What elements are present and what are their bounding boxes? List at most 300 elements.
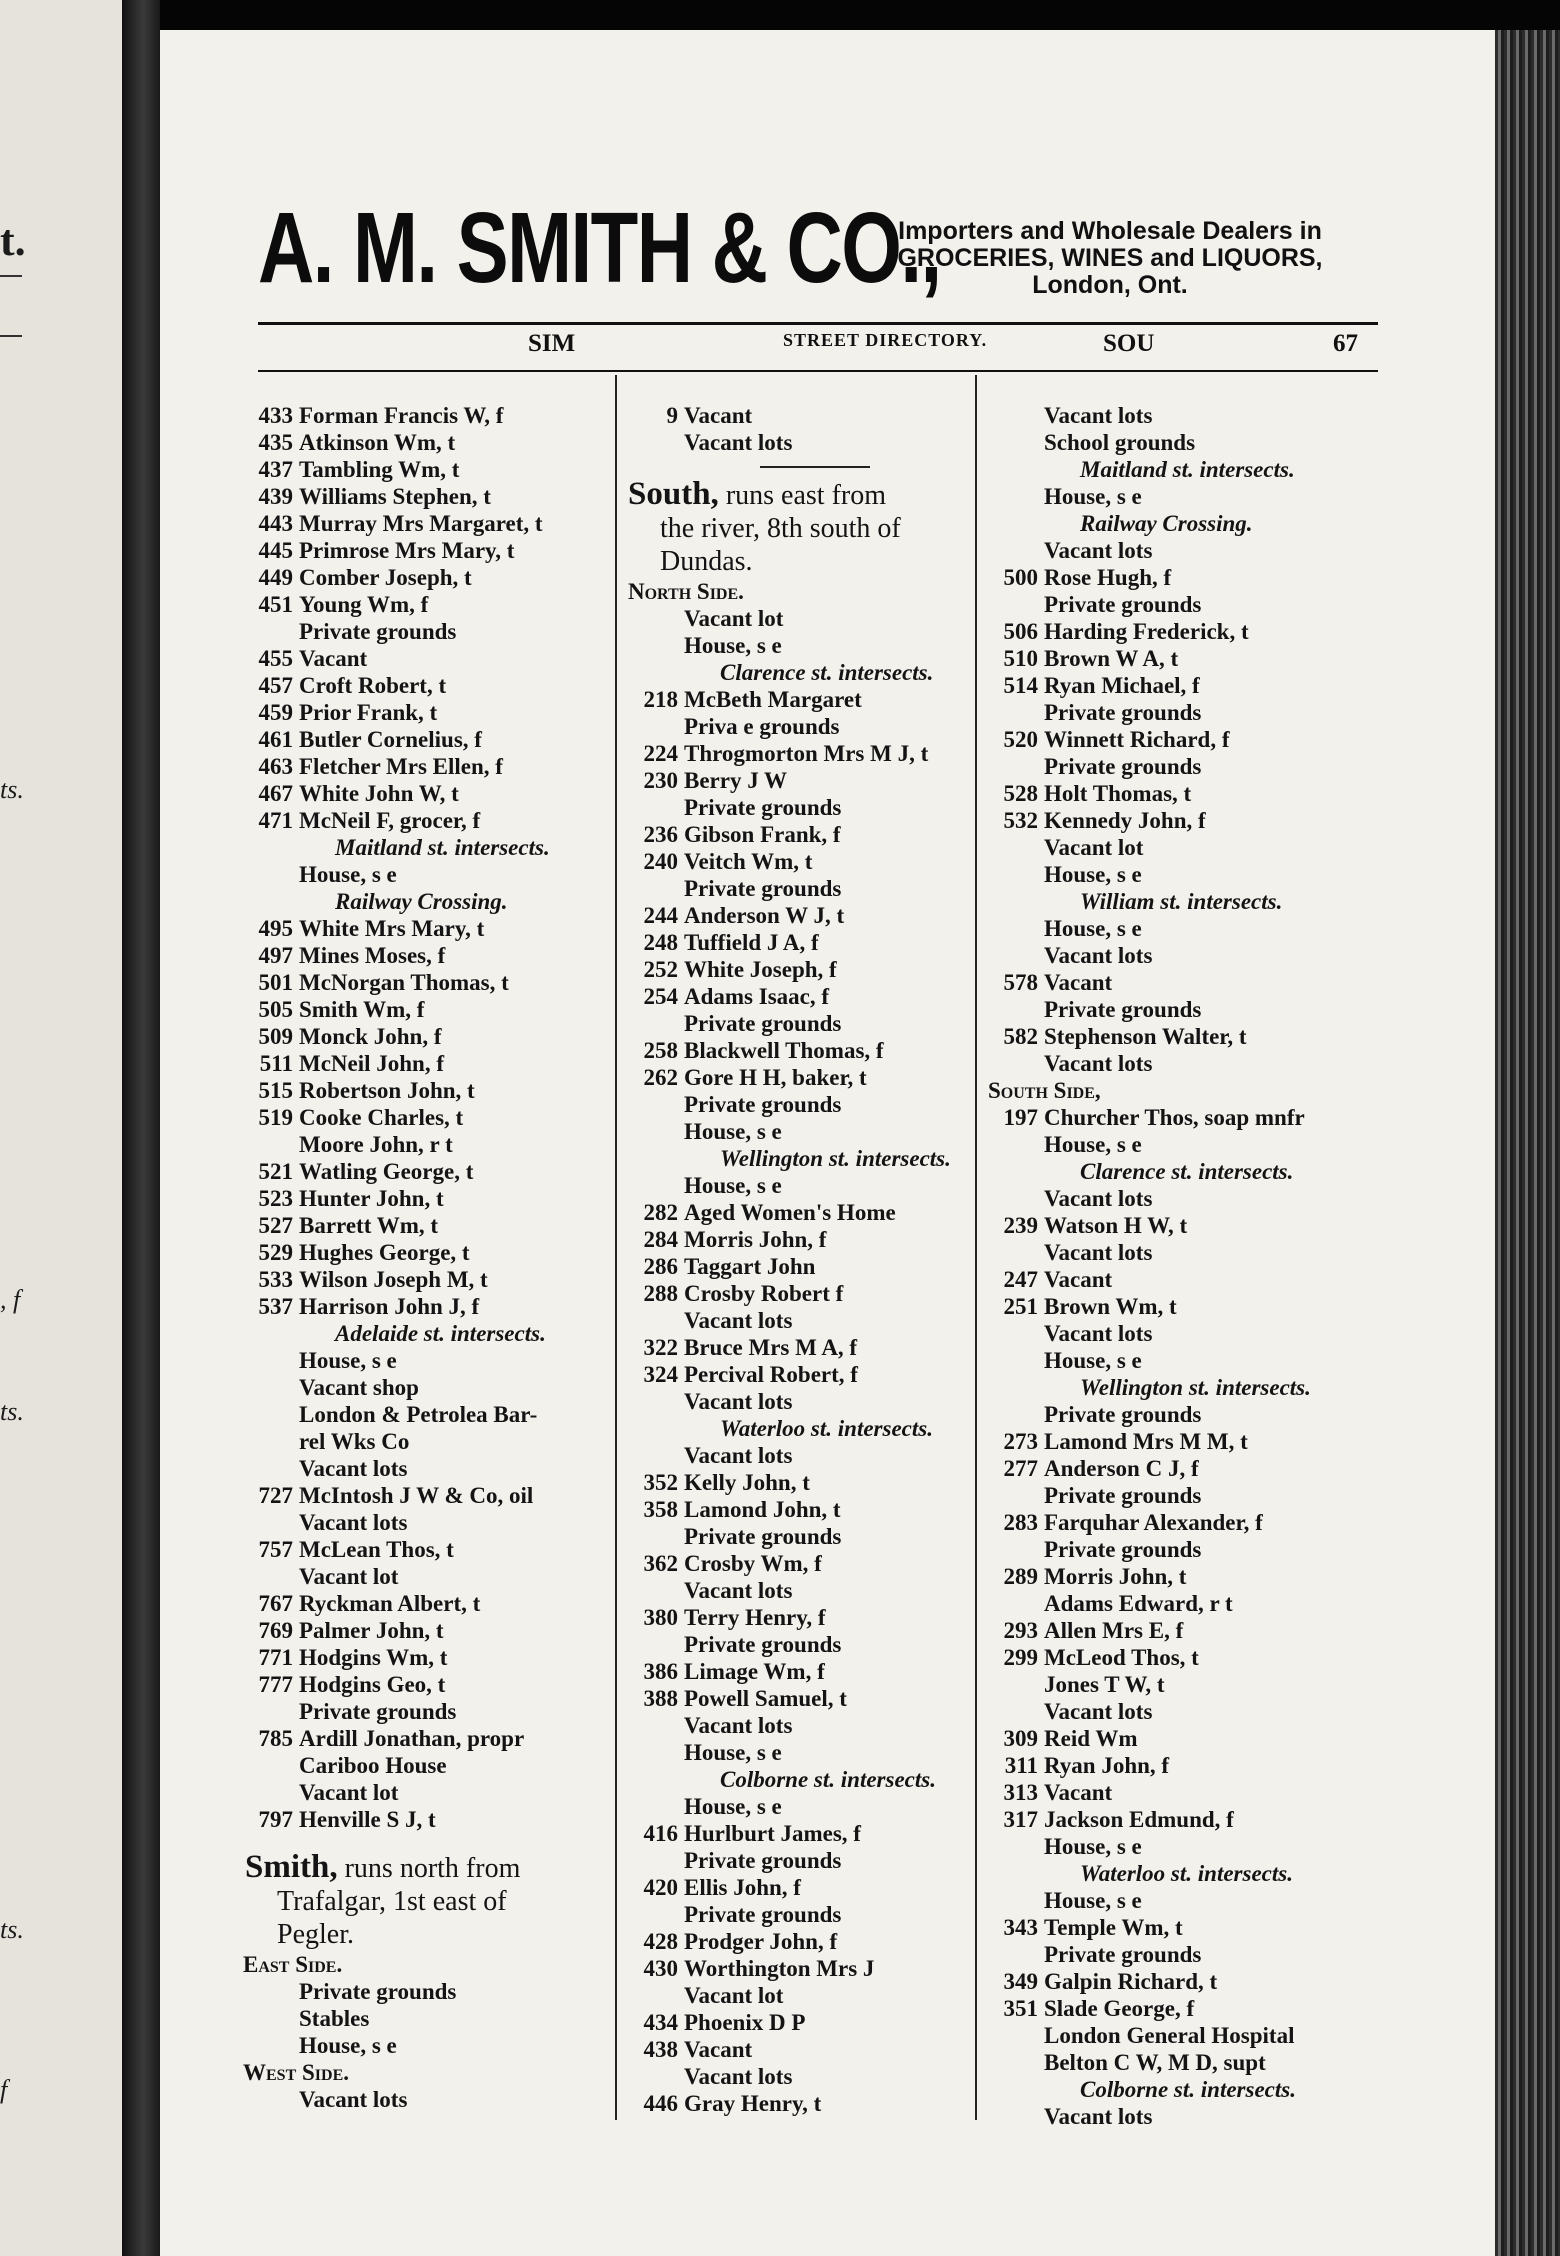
resident-name: Brown W A, t (1044, 646, 1179, 671)
house-number: 467 (258, 781, 293, 806)
directory-entry (620, 1604, 990, 1631)
directory-entry (620, 1388, 990, 1415)
house-number: 537 (258, 1294, 293, 1319)
intersection-text: Clarence st. intersects. (1080, 1159, 1294, 1184)
resident-name: Vacant lots (1044, 538, 1153, 563)
resident-name: Vacant lots (684, 430, 793, 455)
resident-name: House, s e (1044, 484, 1142, 509)
house-number: 471 (258, 808, 293, 833)
intersection-text: Maitland st. intersects. (1080, 457, 1295, 482)
resident-name: Young Wm, f (299, 592, 429, 617)
resident-name: School grounds (1044, 430, 1196, 455)
directory-entry (620, 1334, 990, 1361)
directory-entry (235, 1401, 605, 1428)
directory-entry (620, 1064, 990, 1091)
directory-entry (980, 1698, 1350, 1725)
intersection-note (620, 1415, 990, 1442)
directory-entry (235, 861, 605, 888)
resident-name: Private grounds (684, 1902, 842, 1927)
directory-entry (620, 1901, 990, 1928)
directory-entry (980, 1617, 1350, 1644)
resident-name: Moore John, r t (299, 1132, 453, 1157)
directory-entry (980, 1563, 1350, 1590)
directory-entry (235, 1617, 605, 1644)
intersection-text: Colborne st. intersects. (1080, 2077, 1296, 2102)
directory-entry (620, 2090, 990, 2117)
resident-name: Vacant shop (299, 1375, 419, 1400)
resident-name: Monck John, f (299, 1024, 442, 1049)
house-number: 277 (1003, 1456, 1038, 1481)
house-number: 446 (643, 2091, 678, 2116)
house-number: 288 (643, 1281, 678, 1306)
directory-entry (620, 1820, 990, 1847)
resident-name: Gibson Frank, f (684, 822, 841, 847)
resident-name: Vacant lots (684, 1578, 793, 1603)
directory-entry (235, 1239, 605, 1266)
directory-entry (980, 1590, 1350, 1617)
resident-name: Private grounds (299, 1979, 457, 2004)
resident-name: Vacant lots (299, 1510, 408, 1535)
intersection-note (620, 659, 990, 686)
directory-entry (980, 1050, 1350, 1077)
directory-entry (235, 618, 605, 645)
resident-name: Hodgins Wm, t (299, 1645, 448, 1670)
directory-entry (620, 632, 990, 659)
directory-entry (620, 767, 990, 794)
house-number: 443 (258, 511, 293, 536)
directory-entry (235, 1978, 605, 2005)
house-number: 236 (643, 822, 678, 847)
resident-name: Winnett Richard, f (1044, 727, 1230, 752)
house-number: 252 (643, 957, 678, 982)
directory-entry (620, 1739, 990, 1766)
directory-entry (620, 1280, 990, 1307)
directory-entry (620, 1874, 990, 1901)
house-number: 515 (258, 1078, 293, 1103)
house-number: 416 (643, 1821, 678, 1846)
directory-entry (980, 726, 1350, 753)
side-label: West Side. (243, 2060, 349, 2085)
house-number: 251 (1003, 1294, 1038, 1319)
margin-fragment: ts. (0, 775, 24, 804)
intersection-text: Adelaide st. intersects. (335, 1321, 546, 1346)
resident-name: McNorgan Thomas, t (299, 970, 509, 995)
resident-name: Ryan John, f (1044, 1753, 1170, 1778)
directory-entry (235, 1590, 605, 1617)
resident-name: Vacant lots (1044, 1321, 1153, 1346)
advertisement-header (258, 188, 1378, 325)
directory-entry (980, 915, 1350, 942)
intersection-text: Railway Crossing. (1080, 511, 1253, 536)
resident-name: Private grounds (684, 1632, 842, 1657)
directory-entry (620, 1955, 990, 1982)
directory-entry (980, 1914, 1350, 1941)
intersection-note (235, 888, 605, 915)
directory-entry (980, 564, 1350, 591)
running-head-left: SIM (528, 330, 576, 357)
resident-name: Farquhar Alexander, f (1044, 1510, 1263, 1535)
house-number: 777 (258, 1672, 293, 1697)
running-head (258, 330, 1378, 370)
page-edges (1495, 30, 1560, 2256)
resident-name: Private grounds (684, 795, 842, 820)
resident-name: rel Wks Co (299, 1429, 410, 1454)
resident-name: Vacant lot (684, 606, 784, 631)
directory-entry (980, 1023, 1350, 1050)
house-number: 380 (643, 1605, 678, 1630)
resident-name: Kennedy John, f (1044, 808, 1206, 833)
directory-entry (980, 1482, 1350, 1509)
house-number: 248 (643, 930, 678, 955)
directory-entry (620, 1091, 990, 1118)
resident-name: Vacant lots (1044, 1699, 1153, 1724)
directory-entry (620, 1037, 990, 1064)
resident-name: Hunter John, t (299, 1186, 444, 1211)
resident-name: Taggart John (684, 1254, 816, 1279)
resident-name: Morris John, f (684, 1227, 827, 1252)
resident-name: Watling George, t (299, 1159, 474, 1184)
directory-entry (980, 429, 1350, 456)
resident-name: House, s e (684, 1794, 782, 1819)
directory-entry (980, 1293, 1350, 1320)
directory-entry (235, 456, 605, 483)
resident-name: Priva e grounds (684, 714, 840, 739)
side-label: South Side, (988, 1078, 1101, 1103)
house-number: 362 (643, 1551, 678, 1576)
directory-entry (980, 591, 1350, 618)
intersection-text: Wellington st. intersects. (1080, 1375, 1311, 1400)
street-heading-line (628, 478, 978, 512)
running-head-right: SOU (1103, 330, 1155, 357)
house-number: 273 (1003, 1429, 1038, 1454)
directory-entry (620, 1685, 990, 1712)
resident-name: Harrison John J, f (299, 1294, 480, 1319)
resident-name: Vacant lots (684, 1443, 793, 1468)
resident-name: McLeod Thos, t (1044, 1645, 1199, 1670)
directory-entry (620, 875, 990, 902)
resident-name: Forman Francis W, f (299, 403, 504, 428)
directory-entry (620, 713, 990, 740)
house-number: 313 (1003, 1780, 1038, 1805)
house-number: 528 (1003, 781, 1038, 806)
street-heading (620, 478, 978, 578)
house-number: 510 (1003, 646, 1038, 671)
house-number: 514 (1003, 673, 1038, 698)
directory-entry (235, 1293, 605, 1320)
resident-name: Churcher Thos, soap mnfr (1044, 1105, 1305, 1130)
directory-entry (235, 1806, 605, 1833)
directory-entry (620, 1523, 990, 1550)
directory-entry (620, 1631, 990, 1658)
resident-name: Phoenix D P (684, 2010, 806, 2035)
house-number: 520 (1003, 727, 1038, 752)
resident-name: Vacant lots (684, 2064, 793, 2089)
margin-fragment: , f (0, 1285, 21, 1314)
directory-entry (620, 1712, 990, 1739)
directory-entry (235, 1779, 605, 1806)
resident-name: Vacant lots (1044, 1186, 1153, 1211)
directory-entry (235, 645, 605, 672)
resident-name: Stephenson Walter, t (1044, 1024, 1247, 1049)
directory-entry (620, 902, 990, 929)
resident-name: Belton C W, M D, supt (1044, 2050, 1266, 2075)
directory-entry (620, 1172, 990, 1199)
resident-name: Adams Edward, r t (1044, 1591, 1233, 1616)
house-number: 437 (258, 457, 293, 482)
directory-entry (235, 1050, 605, 1077)
resident-name: Vacant lot (299, 1564, 399, 1589)
resident-name: House, s e (684, 633, 782, 658)
directory-entry (620, 1010, 990, 1037)
house-number: 463 (258, 754, 293, 779)
house-number: 224 (643, 741, 678, 766)
house-number: 529 (258, 1240, 293, 1265)
resident-name: McNeil John, f (299, 1051, 445, 1076)
directory-entry (980, 1509, 1350, 1536)
resident-name: McNeil F, grocer, f (299, 808, 481, 833)
resident-name: Smith Wm, f (299, 997, 425, 1022)
resident-name: Private grounds (684, 1011, 842, 1036)
house-number: 445 (258, 538, 293, 563)
intersection-text: Waterloo st. intersects. (720, 1416, 933, 1441)
directory-entry (235, 672, 605, 699)
directory-entry (235, 1536, 605, 1563)
resident-name: Primrose Mrs Mary, t (299, 538, 515, 563)
directory-entry (235, 1347, 605, 1374)
directory-entry (620, 1928, 990, 1955)
resident-name: Slade George, f (1044, 1996, 1195, 2021)
house-number: 501 (258, 970, 293, 995)
house-number: 420 (643, 1875, 678, 1900)
resident-name: Jones T W, t (1044, 1672, 1165, 1697)
house-number: 451 (258, 592, 293, 617)
intersection-note (620, 1766, 990, 1793)
house-number: 428 (643, 1929, 678, 1954)
directory-entry (235, 1671, 605, 1698)
directory-entry (235, 1428, 605, 1455)
directory-entry (980, 1644, 1350, 1671)
tagline-line: GROCERIES, WINES and LIQUORS, (897, 244, 1323, 272)
intersection-text: Wellington st. intersects. (720, 1146, 951, 1171)
resident-name: Crosby Robert f (684, 1281, 844, 1306)
house-number: 247 (1003, 1267, 1038, 1292)
directory-entry (235, 591, 605, 618)
resident-name: Adams Isaac, f (684, 984, 830, 1009)
intersection-note (980, 510, 1350, 537)
directory-entry (235, 483, 605, 510)
directory-entry (980, 1725, 1350, 1752)
resident-name: White John W, t (299, 781, 459, 806)
separator-line (760, 466, 870, 468)
resident-name: Gray Henry, t (684, 2091, 822, 2116)
margin-fragment: f (0, 2075, 8, 2104)
directory-entry (235, 2005, 605, 2032)
resident-name: Croft Robert, t (299, 673, 447, 698)
directory-entry (980, 1752, 1350, 1779)
resident-name: Fletcher Mrs Ellen, f (299, 754, 503, 779)
resident-name: Vacant (684, 2037, 753, 2062)
directory-entry (620, 1442, 990, 1469)
directory-entry (235, 1455, 605, 1482)
intersection-note (980, 2076, 1350, 2103)
directory-entry (620, 1982, 990, 2009)
resident-name: Crosby Wm, f (684, 1551, 822, 1576)
house-number: 197 (1003, 1105, 1038, 1130)
resident-name: House, s e (684, 1173, 782, 1198)
directory-entry (620, 2063, 990, 2090)
resident-name: Vacant lots (684, 1308, 793, 1333)
house-number: 435 (258, 430, 293, 455)
resident-name: House, s e (1044, 862, 1142, 887)
resident-name: Vacant (1044, 1780, 1113, 1805)
house-number: 299 (1003, 1645, 1038, 1670)
resident-name: Veitch Wm, t (684, 849, 813, 874)
directory-entry (235, 402, 605, 429)
street-description: Trafalgar, 1st east of (277, 1886, 507, 1917)
resident-name: House, s e (1044, 1888, 1142, 1913)
directory-entry (235, 429, 605, 456)
directory-entry (980, 1833, 1350, 1860)
house-number: 457 (258, 673, 293, 698)
house-number: 244 (643, 903, 678, 928)
directory-entry (980, 2103, 1350, 2130)
house-number: 785 (258, 1726, 293, 1751)
house-number: 769 (258, 1618, 293, 1643)
directory-entry (235, 1266, 605, 1293)
resident-name: Ellis John, f (684, 1875, 801, 1900)
house-number: 322 (643, 1335, 678, 1360)
directory-entry (620, 402, 990, 429)
directory-entry (620, 1361, 990, 1388)
house-number: 439 (258, 484, 293, 509)
directory-entry (980, 645, 1350, 672)
resident-name: Prodger John, f (684, 1929, 838, 1954)
intersection-text: Colborne st. intersects. (720, 1767, 936, 1792)
house-number: 459 (258, 700, 293, 725)
resident-name: Private grounds (1044, 1402, 1202, 1427)
resident-name: Ryckman Albert, t (299, 1591, 481, 1616)
house-number: 527 (258, 1213, 293, 1238)
resident-name: Ryan Michael, f (1044, 673, 1200, 698)
intersection-text: Railway Crossing. (335, 889, 508, 914)
resident-name: Private grounds (1044, 1942, 1202, 1967)
intersection-note (980, 456, 1350, 483)
tagline-line: Importers and Wholesale Dealers in (898, 217, 1322, 245)
directory-column (620, 402, 990, 2117)
house-number: 254 (643, 984, 678, 1009)
column-rule (615, 375, 617, 2120)
directory-entry (235, 915, 605, 942)
resident-name: Anderson C J, f (1044, 1456, 1199, 1481)
resident-name: Vacant lots (684, 1713, 793, 1738)
house-number: 258 (643, 1038, 678, 1063)
directory-entry (235, 564, 605, 591)
directory-entry (980, 1887, 1350, 1914)
directory-entry (980, 1428, 1350, 1455)
resident-name: Vacant lot (684, 1983, 784, 2008)
side-label: North Side. (628, 579, 744, 604)
resident-name: Morris John, t (1044, 1564, 1187, 1589)
street-description: Pegler. (277, 1919, 354, 1950)
directory-entry (235, 1158, 605, 1185)
resident-name: Temple Wm, t (1044, 1915, 1183, 1940)
side-heading (235, 2059, 605, 2086)
directory-entry (980, 753, 1350, 780)
house-number: 289 (1003, 1564, 1038, 1589)
house-number: 388 (643, 1686, 678, 1711)
resident-name: Holt Thomas, t (1044, 781, 1192, 806)
directory-entry (980, 1779, 1350, 1806)
intersection-text: Clarence st. intersects. (720, 660, 934, 685)
resident-name: Hodgins Geo, t (299, 1672, 446, 1697)
resident-name: Hughes George, t (299, 1240, 470, 1265)
resident-name: House, s e (1044, 1132, 1142, 1157)
street-description: runs east from (725, 480, 886, 511)
directory-entry (980, 1995, 1350, 2022)
house-number: 578 (1003, 970, 1038, 995)
margin-rule (0, 275, 22, 277)
resident-name: Worthington Mrs J (684, 1956, 875, 1981)
directory-entry (235, 1212, 605, 1239)
tagline-line: London, Ont. (1032, 271, 1188, 299)
resident-name: Vacant lots (684, 1389, 793, 1414)
resident-name: Tambling Wm, t (299, 457, 460, 482)
resident-name: Private grounds (684, 1848, 842, 1873)
resident-name: White Joseph, f (684, 957, 837, 982)
house-number: 797 (258, 1807, 293, 1832)
house-number: 519 (258, 1105, 293, 1130)
resident-name: Barrett Wm, t (299, 1213, 439, 1238)
directory-entry (980, 807, 1350, 834)
directory-entry (235, 1131, 605, 1158)
intersection-note (980, 888, 1350, 915)
directory-entry (235, 1698, 605, 1725)
resident-name: Private grounds (1044, 1537, 1202, 1562)
directory-entry (235, 807, 605, 834)
directory-entry (980, 1239, 1350, 1266)
intersection-note (980, 1158, 1350, 1185)
resident-name: Throgmorton Mrs M J, t (684, 741, 929, 766)
resident-name: Vacant (1044, 970, 1113, 995)
directory-entry (235, 942, 605, 969)
resident-name: Vacant lots (299, 1456, 408, 1481)
house-number: 582 (1003, 1024, 1038, 1049)
directory-entry (620, 2036, 990, 2063)
house-number: 386 (643, 1659, 678, 1684)
page-number: 67 (1333, 330, 1358, 357)
resident-name: Vacant (684, 403, 753, 428)
directory-entry (980, 780, 1350, 807)
directory-entry (620, 1847, 990, 1874)
directory-entry (620, 1226, 990, 1253)
brand-tagline (830, 218, 1390, 299)
directory-entry (980, 1185, 1350, 1212)
brand-name: A. M. SMITH & CO., (258, 192, 941, 304)
resident-name: Henville S J, t (299, 1807, 436, 1832)
resident-name: Murray Mrs Margaret, t (299, 511, 543, 536)
house-number: 343 (1003, 1915, 1038, 1940)
directory-entry (980, 1266, 1350, 1293)
resident-name: London & Petrolea Bar- (299, 1402, 538, 1427)
resident-name: Gore H H, baker, t (684, 1065, 867, 1090)
resident-name: House, s e (684, 1740, 782, 1765)
directory-entry (620, 2009, 990, 2036)
directory-entry (620, 429, 990, 456)
resident-name: McIntosh J W & Co, oil (299, 1483, 534, 1508)
directory-entry (235, 780, 605, 807)
resident-name: Powell Samuel, t (684, 1686, 847, 1711)
house-number: 358 (643, 1497, 678, 1522)
